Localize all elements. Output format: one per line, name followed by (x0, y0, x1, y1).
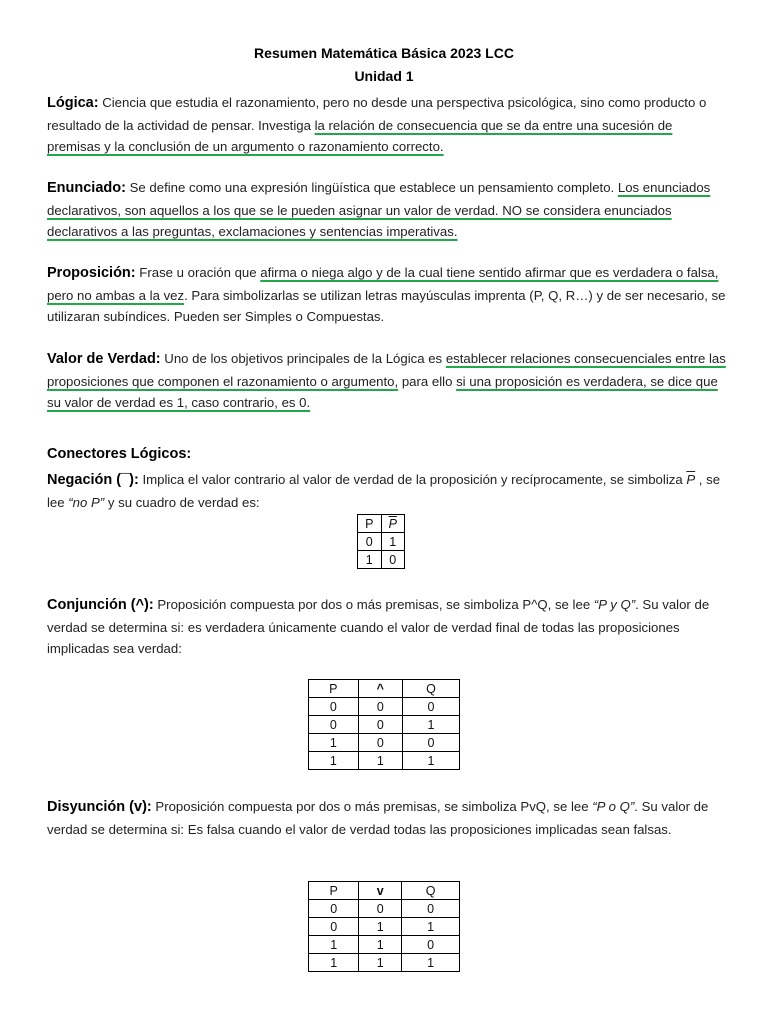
valor-text-1: Uno de los objetivos principales de la Lógica es (160, 351, 446, 366)
table-cell: 1 (309, 734, 359, 752)
table-cell: 0 (358, 698, 402, 716)
table-row (309, 918, 460, 936)
table-row (309, 698, 460, 716)
table-cell: 1 (309, 936, 359, 954)
valor-underlined-1: establecer relaciones consecuenciales entre las proposiciones que componen el razonamiento o argumento, (47, 351, 726, 389)
conjuncion-text-1: Proposición compuesta por dos o más premisas, se simboliza P^Q, se lee (153, 597, 594, 612)
table-cell: 0 (402, 936, 460, 954)
table-row (309, 900, 460, 918)
table-cell: 1 (309, 752, 359, 770)
table-cell: 1 (402, 954, 460, 972)
table-row (309, 752, 460, 770)
valor-underlined-2: si una proposición es verdadera, se dice que su valor de verdad es 1, caso contrario, es 0. (47, 373, 718, 410)
valor-text-2: para ello (398, 373, 457, 389)
logica-term: Lógica: (47, 95, 99, 111)
table-row (358, 533, 405, 551)
proposicion-text-2: . Para simbolizarlas se utilizan letras mayúsculas imprenta (P, Q, R…) y de ser necesario, se utilizaran subíndices. Pueden ser Simples o Compuestas. (47, 287, 726, 324)
negacion-symbol: $\overline{P}$ (686, 472, 696, 487)
negacion-paragraph (47, 469, 727, 513)
proposicion-underlined: afirma o niega algo y de la cual tiene sentido afirmar que es verdadera o falsa, pero no ambas a la vez (47, 265, 719, 303)
table-cell: 0 (309, 918, 359, 936)
enunciado-text: Se define como una expresión lingüística que establece un pensamiento completo. (125, 180, 618, 195)
table-cell: 0 (358, 533, 382, 551)
conectores-heading: Conectores Lógicos: (47, 446, 192, 462)
table-header-cell: Q (402, 680, 459, 698)
table-cell: 1 (359, 954, 402, 972)
table-cell: 0 (309, 900, 359, 918)
table-cell: 0 (309, 716, 359, 734)
enunciado-paragraph (47, 177, 727, 243)
logica-underlined: la relación de consecuencia que se da entre una sucesión de premisas y la conclusión de un argumento o razonamiento correcto. (47, 117, 673, 154)
logica-paragraph (47, 92, 727, 158)
disyuncion-term: Disyunción (v): (47, 799, 152, 815)
table-row (309, 734, 460, 752)
negacion-text-3: y su cuadro de verdad es: (104, 494, 260, 510)
table-header-cell: P (309, 882, 359, 900)
proposicion-text-1: Frase u oración que (135, 265, 261, 280)
table-row (309, 716, 460, 734)
document-title: Resumen Matemática Básica 2023 LCC (254, 45, 514, 61)
negacion-term: Negación (¯): (47, 472, 139, 488)
conjuncion-paragraph (47, 594, 727, 660)
table-cell: 1 (402, 918, 460, 936)
proposicion-term: Proposición: (47, 265, 136, 281)
table-header-cell: P (309, 680, 359, 698)
table-header-cell: P (358, 515, 382, 533)
table-header-cell: Q (402, 882, 460, 900)
table-cell: 0 (402, 734, 459, 752)
table-cell: 0 (402, 698, 459, 716)
negacion-reading: “no P” (68, 494, 105, 510)
table-header-row (309, 680, 460, 698)
table-cell: 0 (309, 698, 359, 716)
table-cell: 1 (381, 533, 405, 551)
table-header-cell: ^ (358, 680, 402, 698)
disyuncion-reading: “P o Q” (592, 799, 635, 814)
valor-term: Valor de Verdad: (47, 351, 161, 367)
conjuncion-text-2: . Su valor de verdad se determina si: es verdadera únicamente cuando el valor de verdad final de todas las proposiciones implicadas sea verdad: (47, 597, 710, 656)
table-cell: 1 (402, 752, 459, 770)
negacion-text-1: Implica el valor contrario al valor de verdad de la proposición y recíprocamente, se simboliza (138, 472, 687, 487)
table-cell: 0 (358, 734, 402, 752)
disyuncion-text-2: . Su valor de verdad se determina si: Es falsa cuando el valor de verdad todas las proposiciones implicadas sean falsas. (47, 799, 709, 837)
table-cell: 1 (309, 954, 359, 972)
table-cell: 1 (359, 918, 402, 936)
valor-paragraph (47, 348, 727, 414)
enunciado-underlined: Los enunciados declarativos, son aquellos a los que se le pueden asignar un valor de verdad. NO se considera enunciados declarativos a las preguntas, exclamaciones y sentencias imperativas. (47, 180, 711, 239)
document-subtitle: Unidad 1 (354, 68, 414, 84)
table-header-cell: v (359, 882, 402, 900)
table-cell: 0 (402, 900, 460, 918)
conjuncion-truth-table (308, 679, 460, 770)
table-cell: 0 (359, 900, 402, 918)
enunciado-term: Enunciado: (47, 180, 126, 196)
conjuncion-term: Conjunción (^): (47, 597, 154, 613)
disyuncion-text-1: Proposición compuesta por dos o más premisas, se simboliza PvQ, se lee (151, 799, 593, 814)
table-row (309, 936, 460, 954)
table-cell: 1 (359, 936, 402, 954)
table-cell: 1 (358, 752, 402, 770)
disyuncion-truth-table (308, 881, 460, 972)
table-row (358, 551, 405, 569)
conjuncion-reading: “P y Q” (593, 597, 636, 612)
table-header-cell: $\overline{P}$ (381, 515, 405, 533)
negacion-text-2: , se lee (47, 472, 721, 510)
logica-text: Ciencia que estudia el razonamiento, pero no desde una perspectiva psicológica, sino como producto o resultado de la actividad de pensar. Investiga (47, 95, 707, 133)
disyuncion-paragraph (47, 796, 727, 840)
table-row (309, 954, 460, 972)
table-header-row (309, 882, 460, 900)
table-cell: 0 (358, 716, 402, 734)
negacion-truth-table (357, 514, 405, 569)
table-header-row (358, 515, 405, 533)
table-cell: 1 (358, 551, 382, 569)
proposicion-paragraph (47, 262, 727, 328)
table-cell: 0 (381, 551, 405, 569)
table-cell: 1 (402, 716, 459, 734)
